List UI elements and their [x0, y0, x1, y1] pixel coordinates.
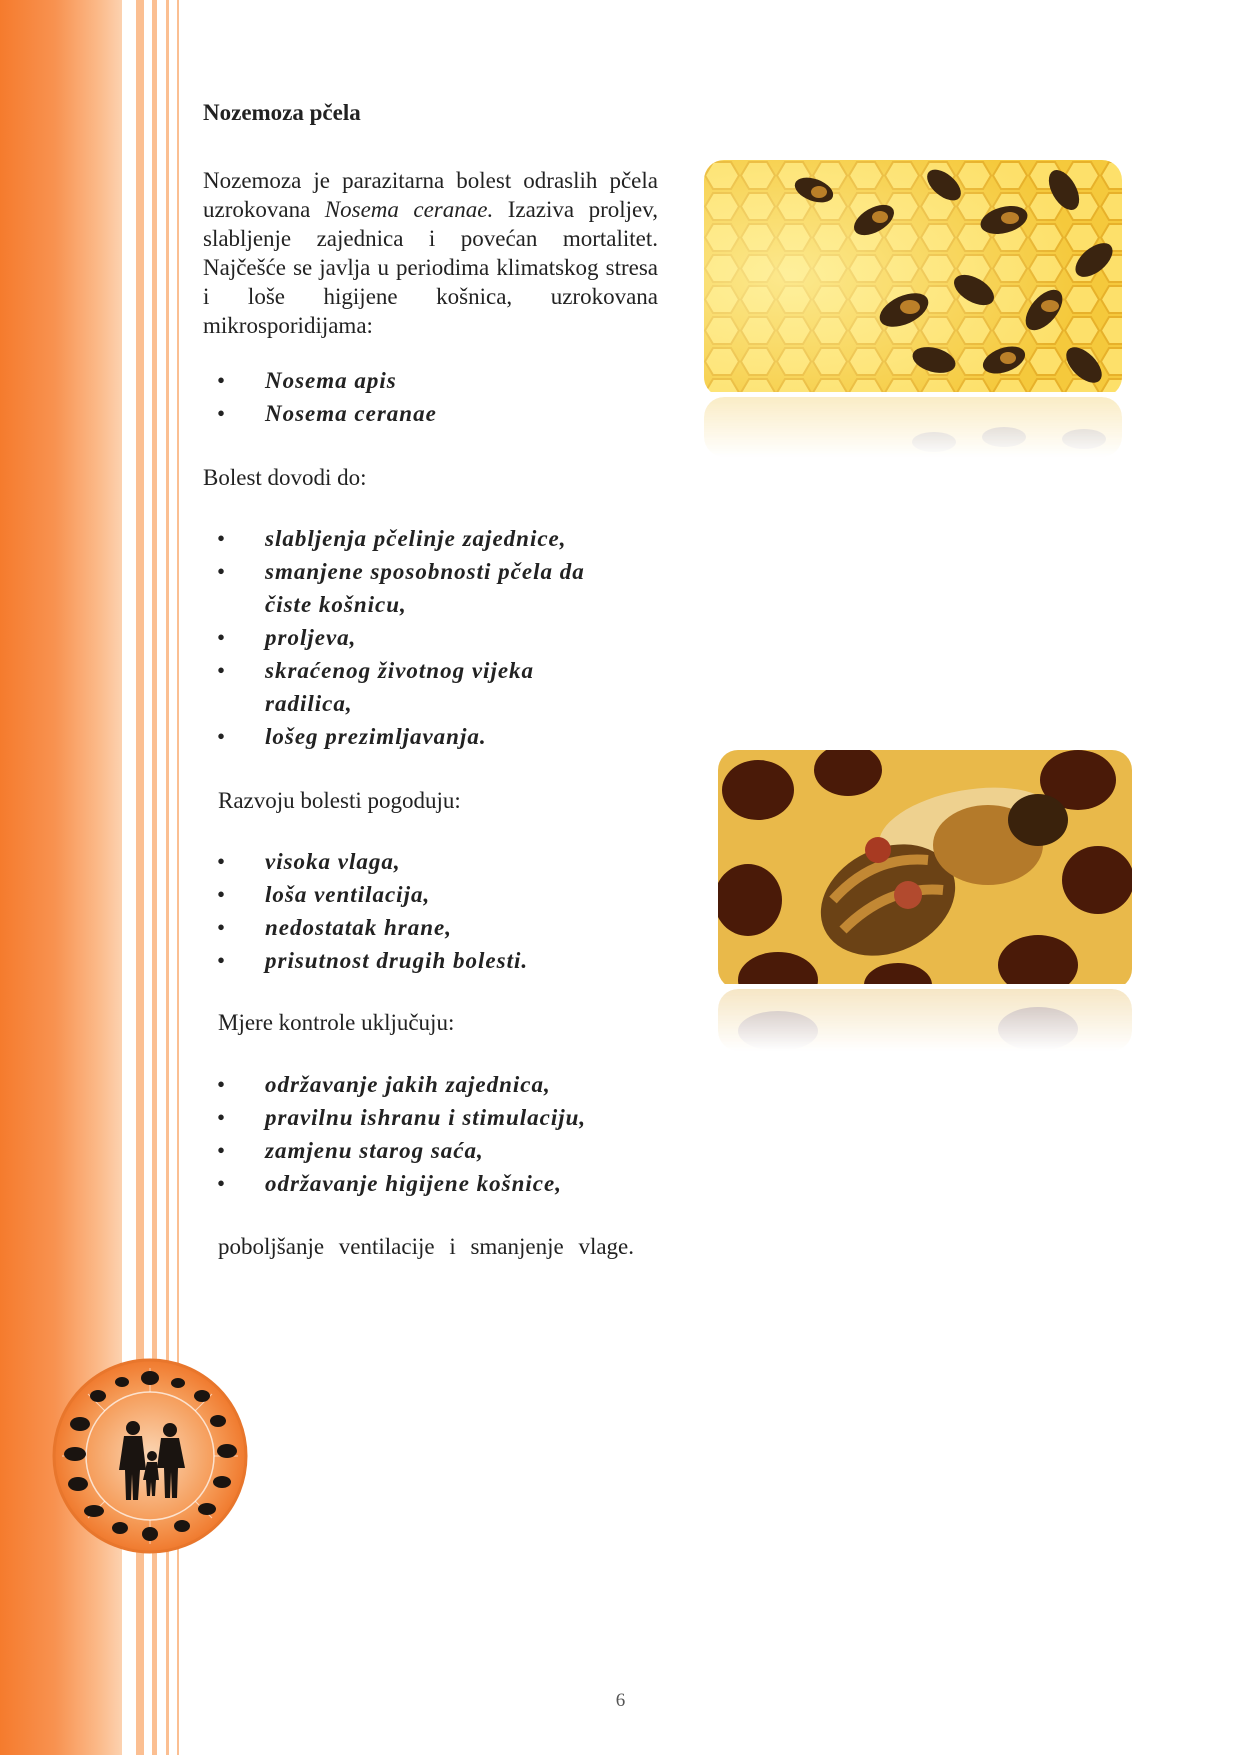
list-item: • Nosema ceranae — [203, 397, 658, 430]
list-item: • pravilnu ishranu i stimulaciju, — [203, 1101, 658, 1134]
list-item: • Nosema apis — [203, 364, 658, 397]
control-list — [203, 1068, 658, 1200]
list-item: • prisutnost drugih bolesti. — [203, 944, 658, 977]
photo-reflection — [718, 989, 1132, 1051]
photo-reflection — [704, 397, 1122, 457]
list-item: • smanjene sposobnosti pčela da čiste košnicu, — [203, 555, 623, 621]
bee-with-varroa-photo — [718, 750, 1132, 1051]
page-title: Nozemoza pčela — [203, 100, 361, 125]
list-item: • skraćenog životnog vijeka radilica, — [203, 654, 623, 720]
control-title: Mjere kontrole uključuju: — [218, 1010, 455, 1035]
list-item: • lošeg prezimljavanja. — [203, 720, 623, 753]
intro-text-2: Izaziva proljev, slabljenje zajednica i povećan mortalitet. Najčešće se javlja u periodima klimatskog stresa i loše higijene košnica, uzrokovana mikrosporidijama: — [203, 197, 658, 338]
page-number: 6 — [615, 1690, 626, 1711]
factors-list — [203, 845, 658, 977]
list-item: • održavanje higijene košnice, — [203, 1167, 658, 1200]
bees-on-comb-image — [704, 160, 1122, 397]
list-item: • proljeva, — [203, 621, 623, 654]
list-item: • loša ventilacija, — [203, 878, 658, 911]
list-item: • slabljenja pčelinje zajednice, — [203, 522, 623, 555]
effects-title: Bolest dovodi do: — [203, 465, 367, 490]
factors-title: Razvoju bolesti pogoduju: — [218, 788, 461, 813]
intro-text-1: Nozemoza je parazitarna bolest odraslih pčela uzrokovana — [203, 168, 658, 222]
list-item: • visoka vlaga, — [203, 845, 658, 878]
list-item: • zamjenu starog saća, — [203, 1134, 658, 1167]
bee-closeup-image — [718, 750, 1132, 989]
family-animals-logo-icon — [50, 1356, 250, 1556]
species-list — [203, 364, 658, 430]
effects-list — [203, 522, 623, 753]
closing-line: poboljšanje ventilacije i smanjenje vlage. — [218, 1234, 635, 1259]
bees-on-honeycomb-photo — [704, 160, 1122, 457]
intro-paragraph — [203, 166, 658, 340]
list-item: • održavanje jakih zajednica, — [203, 1068, 658, 1101]
species-name-italic: Nosema ceranae. — [324, 197, 494, 222]
list-item: • nedostatak hrane, — [203, 911, 658, 944]
